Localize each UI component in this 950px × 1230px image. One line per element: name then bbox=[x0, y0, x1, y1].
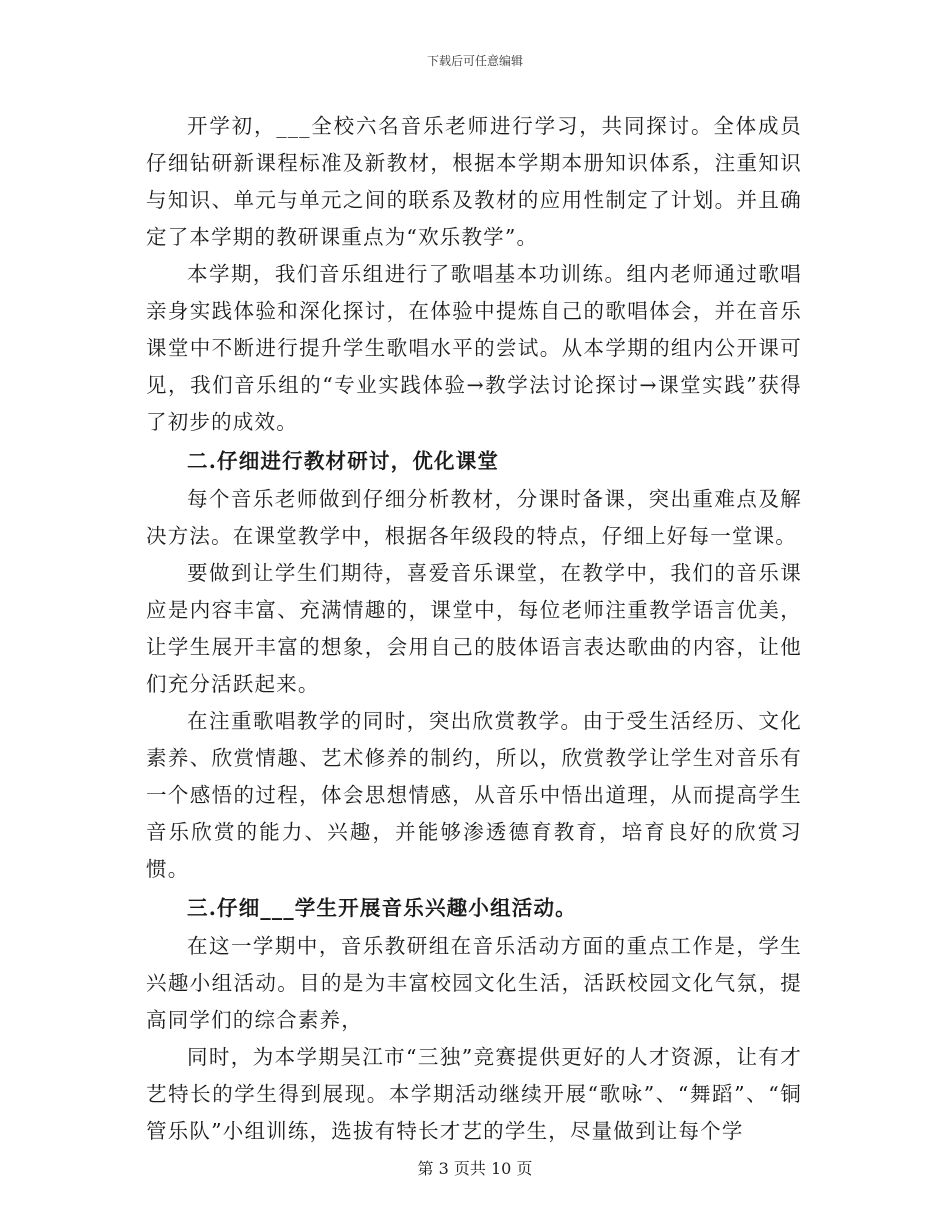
section-heading-2: 二.仔细进行教材研讨，优化课堂 bbox=[187, 449, 500, 473]
paragraph-5: 在注重歌唱教学的同时，突出欣赏教学。由于受生活经历、文化素养、欣赏情趣、艺术修养的制约，所以，欣赏教学让学生对音乐有一个感悟的过程，体会思想情感，从音乐中悟出道理，从而提高学生音乐欣赏的能力、兴趣，并能够渗透德育教育，培育良好的欣赏习惯。 bbox=[146, 709, 802, 881]
page-header-note: 下载后可任意编辑 bbox=[426, 54, 523, 68]
paragraph-1: 开学初，___全校六名音乐老师进行学习，共同探讨。全体成员仔细钻研新课程标准及新教材，根据本学期本册知识体系，注重知识与知识、单元与单元之间的联系及教材的应用性制定了计划。并且确定了本学期的教研课重点为“欢乐教学”。 bbox=[146, 114, 802, 249]
document-body bbox=[146, 108, 802, 1150]
section-heading-3: 三.仔细___学生开展音乐兴趣小组活动。 bbox=[187, 896, 577, 920]
paragraph-7: 同时，为本学期吴江市“三独”竞赛提供更好的人才资源，让有才艺特长的学生得到展现。本学期活动继续开展“歌咏”、“舞蹈”、“铜管乐队”小组训练，选拔有特长才艺的学生，尽量做到让每个学 bbox=[146, 1045, 802, 1143]
paragraph-3: 每个音乐老师做到仔细分析教材，分课时备课，突出重难点及解决方法。在课堂教学中，根据各年级段的特点，仔细上好每一堂课。 bbox=[146, 487, 802, 548]
paragraph-6: 在这一学期中，音乐教研组在音乐活动方面的重点工作是，学生兴趣小组活动。目的是为丰富校园文化生活，活跃校园文化气氛，提高同学们的综合素养， bbox=[146, 934, 802, 1032]
paragraph-4: 要做到让学生们期待，喜爱音乐课堂，在教学中，我们的音乐课应是内容丰富、充满情趣的，课堂中，每位老师注重教学语言优美，让学生展开丰富的想象，会用自己的肢体语言表达歌曲的内容，让他们充分活跃起来。 bbox=[146, 561, 802, 696]
page-number: 第 3 页共 10 页 bbox=[417, 1159, 533, 1178]
paragraph-2: 本学期，我们音乐组进行了歌唱基本功训练。组内老师通过歌唱亲身实践体验和深化探讨，在体验中提炼自己的歌唱体会，并在音乐课堂中不断进行提升学生歌唱水平的尝试。从本学期的组内公开课可见，我们音乐组的“专业实践体验→教学法讨论探讨→课堂实践”获得了初步的成效。 bbox=[146, 262, 802, 434]
